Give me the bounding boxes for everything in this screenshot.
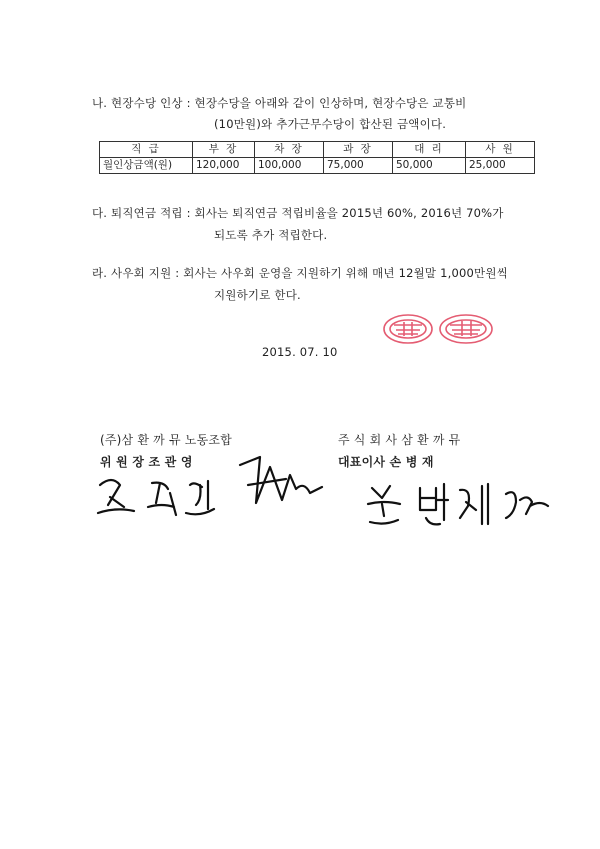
table-header-cell: 부 장 (193, 142, 255, 158)
table-header-cell: 과 장 (324, 142, 393, 158)
item-ra-line1: 라. 사우회 지원 : 회사는 사우회 운영을 지원하기 위해 매년 12월말 1,000만원씩 (92, 266, 508, 280)
agreement-date: 2015. 07. 10 (262, 345, 338, 359)
item-na-line1: 나. 현장수당 인상 : 현장수당을 아래와 같이 인상하며, 현장수당은 교통비 (92, 96, 467, 110)
table-row (100, 158, 535, 174)
company-seal-stamp (378, 310, 498, 348)
table-cell: 월인상금액(원) (100, 158, 193, 174)
union-representative: 위 원 장 조 관 영 (100, 455, 193, 469)
table-cell: 120,000 (193, 158, 255, 174)
table-header-cell: 대 리 (393, 142, 466, 158)
item-na-line2: (10만원)와 추가근무수당이 합산된 금액이다. (214, 117, 447, 131)
item-da-line1: 다. 퇴직연금 적립 : 회사는 퇴직연금 적립비율을 2015년 60%, 2016년 70%가 (92, 206, 504, 220)
union-org-name: (주)삼 환 까 뮤 노동조합 (100, 433, 232, 447)
table-cell: 75,000 (324, 158, 393, 174)
union-handwritten-signature (90, 445, 330, 525)
table-cell: 25,000 (466, 158, 535, 174)
company-handwritten-signature (360, 470, 560, 540)
company-org-name: 주 식 회 사 삼 환 까 뮤 (338, 433, 461, 447)
table-header-cell: 사 원 (466, 142, 535, 158)
table-header-cell: 차 장 (255, 142, 324, 158)
item-da-line2: 되도록 추가 적립한다. (214, 228, 328, 242)
table-header-row (100, 142, 535, 158)
table-header-cell: 직 급 (100, 142, 193, 158)
table-cell: 50,000 (393, 158, 466, 174)
item-ra-line2: 지원하기로 한다. (214, 288, 301, 302)
table-cell: 100,000 (255, 158, 324, 174)
company-representative: 대표이사 손 병 재 (338, 455, 434, 469)
raise-table (99, 141, 535, 174)
